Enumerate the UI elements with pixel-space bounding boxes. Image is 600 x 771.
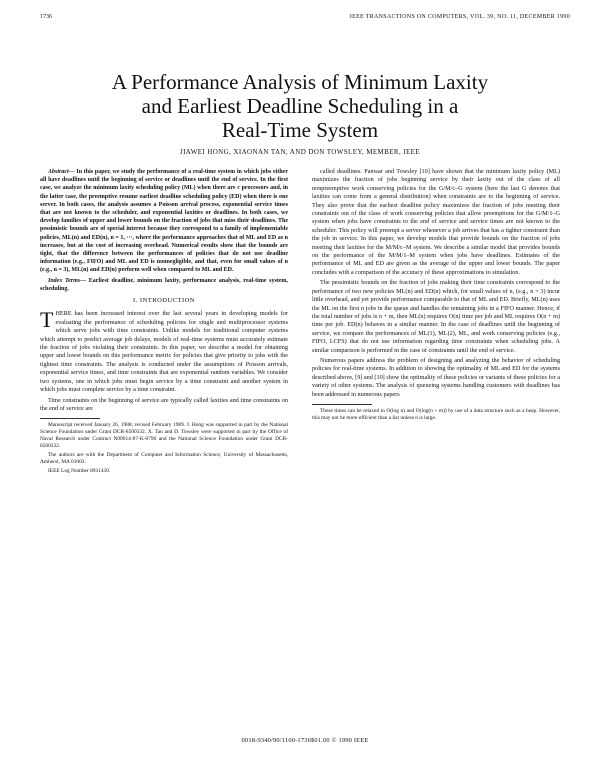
author-line: JIAWEI HONG, XIAONAN TAN, AND DON TOWSLEY, MEMBER, IEEE — [179, 148, 421, 156]
title-line: A Performance Analysis of Minimum Laxity — [111, 70, 489, 94]
footnote: Manuscript received January 26, 1988; revised February 1989. J. Hong was supported in part by the National Science Foundation under Grant DCR-8500332. X. Tan and D. Towsley were supported in part by the Office of Naval Research under Contract N00014-87-K-0796 and the National Science Foundation under Grant DCR-8500332. — [40, 422, 288, 450]
right-column — [312, 168, 560, 424]
intro-paragraph — [40, 307, 288, 394]
running-header — [40, 14, 570, 24]
copyright-line: 0018-9340/90/1100-1736$01.00 © 1990 IEEE — [241, 737, 369, 744]
intro-first-text: HERE has been increased interest over the last several years in developing models for evaluating the performance of scheduling policies for single and multiprocessor systems which serve jobs with time constraints. Unlike models for traditional computer systems which attempt to predict average job delays, models of real-time systems must accurately estimate the fraction of jobs violating their constraints. In this paper, we describe a model for obtaining upper and lower bounds on this performance metric for policies that give priority to jobs with the tightest time constraints. The analysis is conducted under the assumptions of Poisson arrivals, exponential service times, and time constraints that are exponential random variables. We consider two systems, one in which jobs must begin service by a time constraint and another system in which jobs must complete service by a time constraint. — [40, 310, 288, 394]
footnote: IEEE Log Number 8931430. — [48, 468, 111, 475]
index-terms-label: Index Terms— — [48, 277, 87, 284]
drop-cap: T — [40, 307, 54, 333]
section-heading-introduction: I. INTRODUCTION — [132, 297, 196, 305]
abstract-text: In this paper, we study the performance of a real-time system in which jobs either all have deadlines until the beginning of service or deadlines until the end of service. In the first case, we analyze the minimum laxity scheduling policy (ML) when there are c processors and, in the latter case, the preemptive resume earliest deadline scheduling policy (ED) when there is one server. In both cases, the analysis assumes a Poisson arrival process, exponential service times that are not known to the scheduler, and exponential laxities or deadlines. In both cases, we develop families of upper and lower bounds on the fraction of jobs that miss their deadlines. The pessimistic bounds are of special interest because they correspond to a family of implementable policies, ML(n) and ED(n), n = 1, ···, where the performance approaches that of ML and ED as n increases, but at the cost of increasing overhead. Numerical results show that the bounds are tight, that the difference between the performances of policies that do not use deadline information (e.g., FIFO) and ML and ED is nonnegligible, and that, even for small values of n (e.g., n = 3), ML(n) and ED(n) perform well when compared to ML and ED. — [40, 169, 289, 274]
left-column — [40, 168, 288, 477]
title-line: Real-Time System — [221, 118, 379, 142]
body-paragraph: The pessimistic bounds on the fraction of jobs making their time constraints correspond to the performance of two new policies ML(n) and ED(n) which, for small values of n, (e.g., n = 3) incur little overhead, and yet provide performance comparable to that of ML and ED. Briefly, ML(n) uses the ML on the first n jobs in the queue and handles the remaining jobs in a FIFO manner. Hence, if the total number of jobs is n + m, then ML(n) requires O(n) time per job and ML requires O(n + m) time per job. ED(n) behaves in a similar manner. In the case of deadlines until the beginning of service, we compare the performances of ML(1), ML(2), ML, and work conserving policies (e.g., FIFO, LCFS) that do not use information regarding time constraints when scheduling jobs. A similar comparison is performed in the case of constraints until the end of service. — [312, 279, 560, 354]
intro-paragraph: Time constraints on the beginning of service are typically called laxities and time constraints on the end of service are — [40, 396, 288, 412]
page-number: 1736 — [40, 14, 52, 20]
index-terms-text: Earliest deadline, minimum laxity, performance analysis, real-time system, scheduling. — [40, 277, 288, 292]
footnote: The authors are with the Department of Computer and Information Science, University of Massachusetts, Amherst, MA 01003. — [40, 452, 288, 466]
abstract — [40, 168, 288, 275]
footnote: These times can be relaxed to O(log n) and O(log(n + m)) by use of a data structure such as a heap. However, this may not be more efficient than a list unless n is large. — [312, 407, 560, 421]
footnote-divider — [40, 418, 100, 419]
footnote-divider — [312, 404, 372, 405]
index-terms — [40, 277, 288, 293]
paper-title — [30, 70, 570, 142]
running-head: IEEE TRANSACTIONS ON COMPUTERS, VOL. 39, NO. 11, DECEMBER 1990 — [349, 14, 570, 20]
title-line: and Earliest Deadline Scheduling in a — [141, 94, 459, 118]
abstract-label: Abstract— — [48, 169, 75, 175]
body-paragraph: called deadlines. Panwar and Towsley [10] have shown that the minimum laxity policy (ML) maximizes the fraction of jobs beginning service by their laxity out of the class of all nonpreemptive work conserving policies for the G/M/c–G system (here the last G denotes that laxities can come from a general distribution) when constraints are to the beginning of service. They also prove that the earliest deadline policy maximizes the fraction of jobs meeting their constraints out of the class of work conserving policies that allow preemptions for the G/M/1–G system when jobs have constraints to the end of service and service times are not known to the scheduler. This policy will preempt a server whenever a job arrives that has a tighter constraint than the job in service. In this paper, we develop models that provide bounds on the fraction of jobs meeting their laxities for the M/M/c–M system. We describe a similar model that provides bounds on the performance of the M/M/1–M system when jobs have deadlines. Estimates of the performance of ML and ED are given as the average of the upper and lower bounds. The paper concludes with a comparison of the accuracy of these approximations to simulation. — [312, 168, 560, 276]
body-paragraph: Numerous papers address the problem of designing and analyzing the behavior of scheduling policies for real-time systems. In addition to showing the optimality of ML and ED for the systems described above, [9] and [10] show the optimality of these policies or variants of these policies for a variety of other systems. The analysis of queueing systems handling customers with deadlines has been addressed in numerous papers — [312, 356, 560, 398]
